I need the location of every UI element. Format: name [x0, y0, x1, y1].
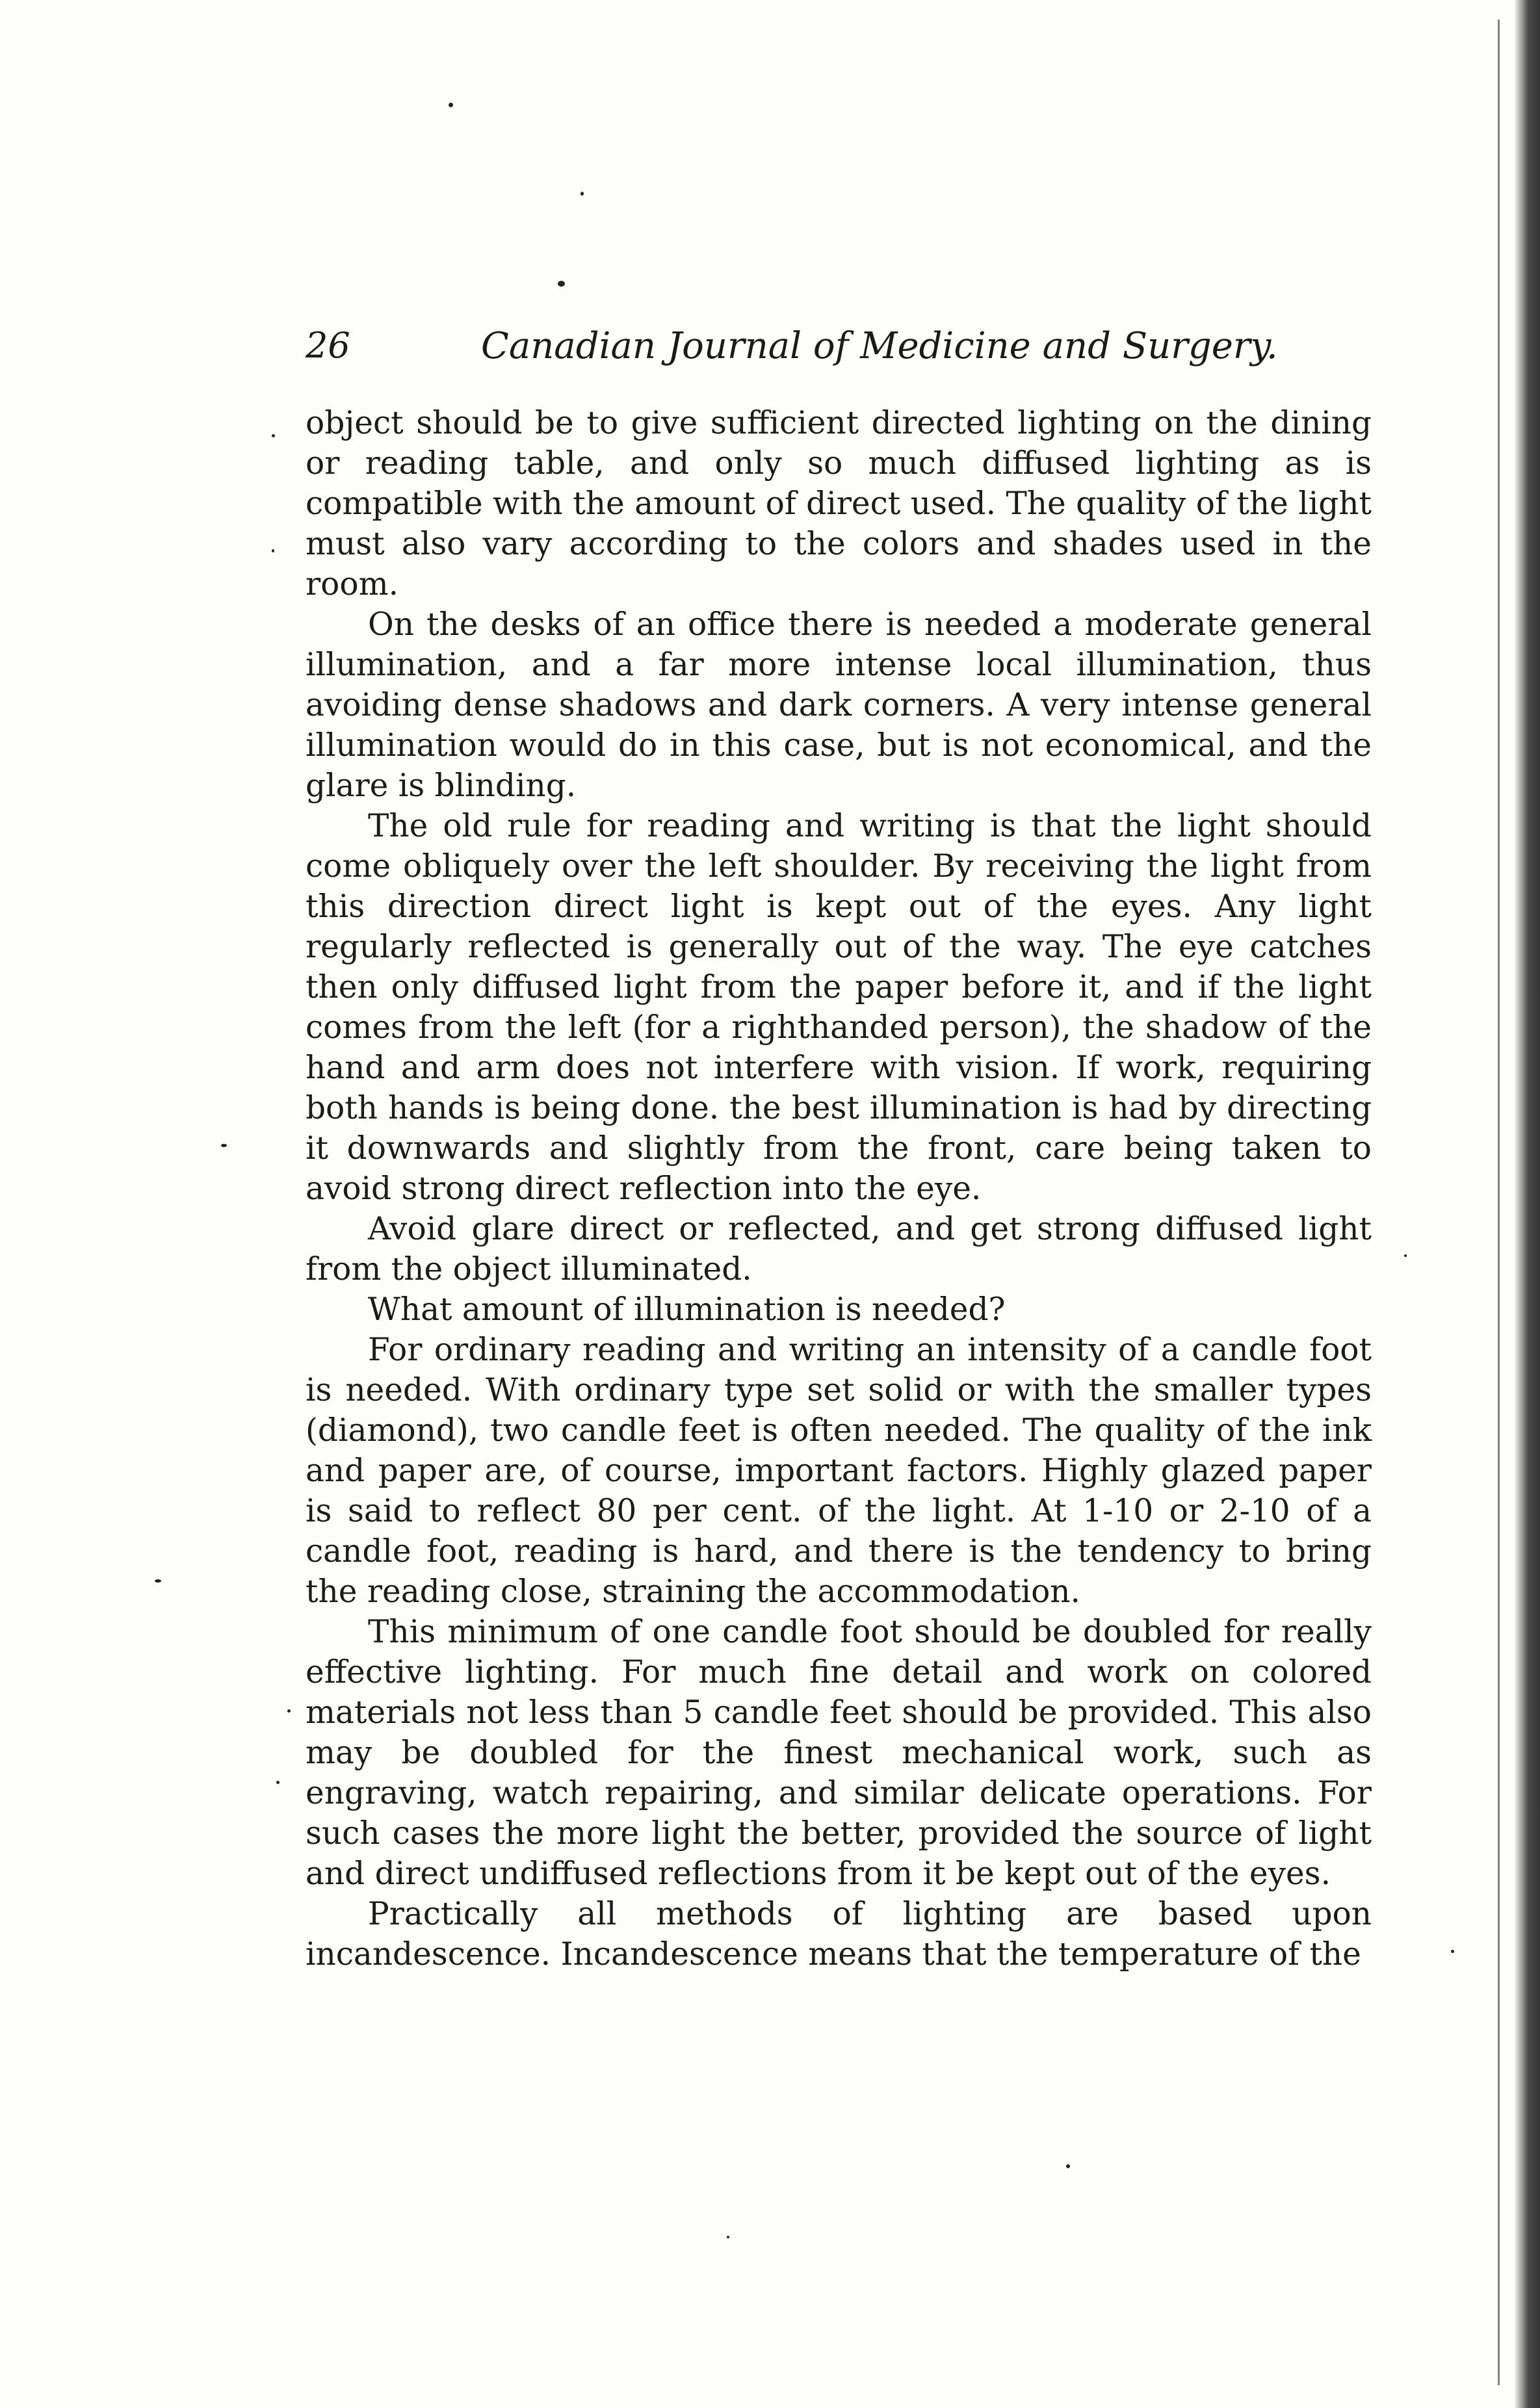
paragraph: object should be to give sufficient directed lighting on the dining or reading table, and only so much diffused lighting as is compatible with the amount of direct used. The quality of the light must also vary according to the colors and shades used in the room.: [306, 405, 1372, 602]
paragraph: Avoid glare direct or reflected, and get strong diffused light from the object illuminated.: [306, 1211, 1372, 1288]
paragraph: The old rule for reading and writing is that the light should come obliquely over the left shoulder. By receiving the light from this direction direct light is kept out of the eyes. Any light regularly reflected is generally out of the way. The eye catches then only diffused light from the paper before it, and if the light comes from the left (for a righthanded person), the shadow of the hand and arm does not interfere with vision. If work, requiring both hands is being done. the best illumination is had by directing it downwards and slightly from the front, care being taken to avoid strong direct reflection into the eye.: [306, 808, 1372, 1207]
scan-speck: [287, 1709, 291, 1713]
scan-speck: [272, 549, 274, 552]
body-text: [306, 403, 1372, 1974]
scan-speck: [276, 1781, 280, 1784]
binding-line: [1498, 19, 1500, 2385]
scan-speck: [727, 2236, 729, 2238]
scan-speck: [449, 103, 453, 107]
binding-edge-shadow: [1514, 0, 1540, 2408]
running-header: [306, 325, 1278, 383]
running-title: Canadian Journal of Medicine and Surgery.: [481, 325, 1278, 367]
paragraph: What amount of illumination is needed?: [368, 1291, 1006, 1328]
scan-speck: [221, 1144, 227, 1147]
paragraph: This minimum of one candle foot should be doubled for really effective lighting. For much fine detail and work on colored materials not less than 5 candle feet should be provided. This also may be doubled for the finest mechanical work, such as engraving, watch repairing, and similar delicate operations. For such cases the more light the better, provided the source of light and direct undiffused reflections from it be kept out of the eyes.: [306, 1614, 1372, 1892]
paragraph: On the desks of an office there is needed a moderate general illumination, and a far more intense local illumination, thus avoiding dense shadows and dark corners. A very intense general illumination would do in this case, but is not economical, and the glare is blinding.: [306, 606, 1372, 804]
scan-speck: [1066, 2164, 1070, 2168]
scan-speck: [1404, 1254, 1407, 1257]
scan-speck: [558, 281, 565, 287]
scan-speck: [581, 192, 584, 196]
paragraph: For ordinary reading and writing an intensity of a candle foot is needed. With ordinary type set solid or with the smaller types (diamond), two candle feet is often needed. The quality of the ink and paper are, of course, important factors. Highly glazed paper is said to reflect 80 per cent. of the light. At 1-10 or 2-10 of a candle foot, reading is hard, and there is the tendency to bring the reading close, straining the accommodation.: [306, 1332, 1372, 1610]
scan-speck: [155, 1579, 161, 1583]
page-number: 26: [306, 325, 350, 366]
scan-speck: [272, 434, 275, 437]
scan-speck: [1451, 1950, 1454, 1953]
paragraph: Practically all methods of lighting are based upon incandescence. Incandescence means that the temperature of the: [306, 1896, 1372, 1973]
